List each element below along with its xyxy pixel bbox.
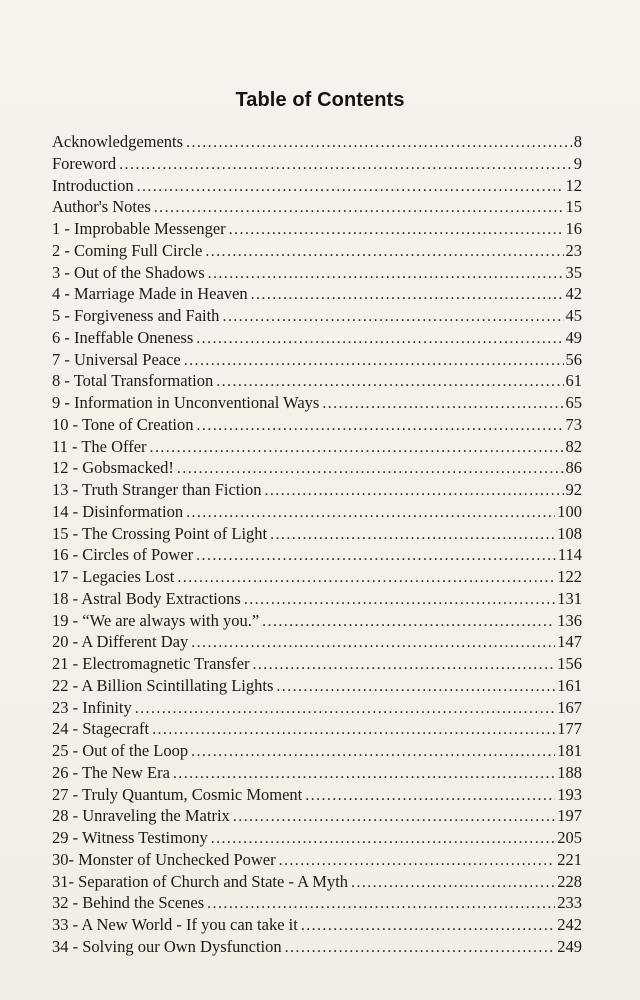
toc-entry-page-number: 167 (557, 697, 582, 717)
toc-entry-title: 15 - The Crossing Point of Light (52, 523, 268, 543)
toc-entry-title: 1 - Improbable Messenger (52, 219, 226, 238)
dot-leader (208, 263, 564, 284)
toc-entry-title: 9 - Information in Unconventional Ways (52, 393, 320, 412)
toc-entry (52, 827, 582, 849)
toc-entry (52, 392, 582, 414)
toc-entry (52, 718, 582, 740)
dot-leader (285, 937, 556, 958)
dot-leader (276, 676, 555, 697)
toc-entry-page-number: 65 (565, 393, 582, 412)
toc-entry (52, 544, 582, 566)
toc-entry-title: 26 - The New Era (52, 762, 170, 782)
toc-entry-page-number: 56 (565, 349, 582, 369)
dot-leader (152, 719, 555, 740)
dot-leader (196, 545, 556, 566)
toc-entry (52, 631, 582, 653)
toc-entry-page-number: 205 (557, 828, 582, 847)
toc-entry-title: 31- Separation of Church and State - A Myth (52, 871, 349, 891)
toc-entry-title: 7 - Universal Peace (52, 349, 181, 369)
toc-entry (52, 588, 582, 610)
toc-entry-title: Introduction (52, 175, 134, 195)
toc-entry-page-number: 114 (557, 545, 582, 565)
dot-leader (150, 437, 564, 458)
toc-entry (52, 501, 582, 523)
toc-entry (52, 849, 582, 871)
toc-entry-page-number: 12 (565, 175, 582, 195)
page-title: Table of Contents (235, 89, 405, 112)
toc-entry-page-number: 161 (557, 675, 582, 695)
dot-leader (177, 567, 555, 588)
dot-leader (207, 893, 555, 914)
dot-leader (233, 806, 555, 827)
toc-entry-page-number: 181 (557, 741, 582, 760)
toc-entry-title: 32 - Behind the Scenes (52, 893, 205, 913)
toc-entry-title: Foreword (52, 153, 117, 173)
toc-entry-title: 8 - Total Transformation (52, 371, 214, 391)
toc-entry-page-number: 242 (557, 915, 582, 934)
toc-entry-page-number: 136 (557, 610, 582, 630)
toc-entry-title: 11 - The Offer (52, 436, 147, 456)
toc-entry (52, 262, 582, 284)
dot-leader (270, 524, 555, 545)
toc-entry (52, 653, 582, 675)
toc-entry-title: 17 - Legacies Lost (52, 567, 175, 586)
dot-leader (251, 284, 564, 305)
toc-entry-page-number: 49 (565, 327, 582, 347)
toc-entry-title: 12 - Gobsmacked! (52, 458, 174, 478)
dot-leader (279, 850, 556, 871)
toc-entry-title: 22 - A Billion Scintillating Lights (52, 675, 274, 695)
toc-entry-page-number: 122 (557, 567, 582, 586)
toc-entry (52, 566, 582, 588)
toc-entry (52, 523, 582, 545)
dot-leader (184, 350, 564, 371)
toc-entry-title: 30- Monster of Unchecked Power (52, 849, 276, 869)
dot-leader (216, 371, 563, 392)
dot-leader (173, 763, 555, 784)
toc-entry-page-number: 16 (565, 219, 582, 238)
toc-entry-title: 14 - Disinformation (52, 501, 184, 521)
toc-entry (52, 805, 582, 827)
toc-entry-title: 34 - Solving our Own Dysfunction (52, 936, 282, 956)
dot-leader (197, 415, 564, 436)
toc-entry (52, 936, 582, 958)
dot-leader (196, 328, 563, 349)
toc-entry-page-number: 221 (557, 849, 582, 869)
toc-entry (52, 436, 582, 458)
toc-entry-page-number: 197 (557, 806, 582, 826)
toc-entry-page-number: 61 (565, 371, 582, 391)
toc-entry-title: 23 - Infinity (52, 697, 132, 717)
toc-entry-title: 3 - Out of the Shadows (52, 262, 205, 282)
toc-entry-page-number: 233 (557, 893, 582, 913)
toc-entry-page-number: 188 (557, 762, 582, 782)
dot-leader (211, 828, 556, 849)
toc-entry-title: 19 - “We are always with you.” (52, 610, 260, 630)
toc-entry-page-number: 73 (565, 414, 582, 434)
dot-leader (252, 654, 555, 675)
dot-leader (301, 915, 555, 936)
toc-entry-page-number: 228 (557, 871, 582, 891)
toc-entry-title: 21 - Electromagnetic Transfer (52, 654, 250, 673)
toc-entry (52, 479, 582, 501)
toc-entry-page-number: 156 (557, 654, 582, 673)
toc-entry-page-number: 15 (565, 197, 582, 217)
toc-entry (52, 892, 582, 914)
toc-entry-title: 5 - Forgiveness and Faith (52, 306, 220, 325)
dot-leader (305, 785, 555, 806)
toc-entry (52, 370, 582, 392)
toc-entry-title: 2 - Coming Full Circle (52, 240, 203, 260)
toc-entry (52, 914, 582, 936)
toc-entry-title: 6 - Ineffable Oneness (52, 327, 194, 347)
toc-entry-title: 28 - Unraveling the Matrix (52, 806, 230, 826)
toc-entry-title: 33 - A New World - If you can take it (52, 915, 298, 934)
toc-entry (52, 697, 582, 719)
toc-entry (52, 327, 582, 349)
dot-leader (191, 741, 555, 762)
dot-leader (191, 632, 555, 653)
toc-entry (52, 675, 582, 697)
toc-entry-title: 27 - Truly Quantum, Cosmic Moment (52, 784, 303, 804)
toc-entry-page-number: 193 (557, 784, 582, 804)
toc-entry-title: 4 - Marriage Made in Heaven (52, 284, 248, 304)
toc-entry (52, 610, 582, 632)
dot-leader (222, 306, 563, 327)
dot-leader (351, 872, 555, 893)
toc-entry-page-number: 108 (557, 523, 582, 543)
dot-leader (154, 197, 564, 218)
toc-entry-page-number: 92 (565, 480, 582, 499)
toc-entry-page-number: 147 (557, 632, 582, 652)
toc-entry (52, 175, 582, 197)
toc-entry-page-number: 42 (565, 284, 582, 304)
toc-entry-title: 18 - Astral Body Extractions (52, 588, 241, 608)
toc-entry (52, 283, 582, 305)
toc-entry (52, 740, 582, 762)
toc-entry-page-number: 9 (573, 153, 582, 173)
toc-entry (52, 414, 582, 436)
toc-entry-page-number: 177 (557, 719, 582, 739)
toc-entry-page-number: 8 (573, 132, 582, 151)
toc-entry-title: 10 - Tone of Creation (52, 414, 194, 434)
toc-entry-page-number: 82 (565, 436, 582, 456)
toc-entry (52, 762, 582, 784)
dot-leader (119, 154, 572, 175)
toc-entry-page-number: 100 (557, 501, 582, 521)
table-of-contents-list (52, 131, 582, 958)
dot-leader (262, 611, 555, 632)
toc-entry-title: Acknowledgements (52, 132, 184, 151)
toc-entry-page-number: 45 (565, 306, 582, 325)
toc-entry (52, 871, 582, 893)
toc-entry (52, 131, 582, 153)
toc-entry-title: 24 - Stagecraft (52, 719, 150, 739)
dot-leader (322, 393, 563, 414)
toc-entry-page-number: 23 (565, 240, 582, 260)
toc-entry-title: 29 - Witness Testimony (52, 828, 208, 847)
toc-entry (52, 349, 582, 371)
toc-entry-title: 13 - Truth Stranger than Fiction (52, 480, 262, 499)
toc-entry-title: 25 - Out of the Loop (52, 741, 189, 760)
toc-entry (52, 305, 582, 327)
toc-entry-page-number: 35 (565, 262, 582, 282)
dot-leader (205, 241, 563, 262)
toc-entry-title: 16 - Circles of Power (52, 545, 194, 565)
toc-entry-title: 20 - A Different Day (52, 632, 189, 652)
dot-leader (264, 480, 563, 501)
dot-leader (177, 458, 564, 479)
toc-entry (52, 153, 582, 175)
dot-leader (244, 589, 555, 610)
toc-entry (52, 457, 582, 479)
toc-entry (52, 218, 582, 240)
dot-leader (186, 132, 572, 153)
toc-entry (52, 784, 582, 806)
toc-entry-title: Author's Notes (52, 197, 151, 217)
dot-leader (137, 176, 564, 197)
toc-entry-page-number: 86 (565, 458, 582, 478)
toc-entry-page-number: 131 (557, 588, 582, 608)
dot-leader (229, 219, 564, 240)
toc-entry (52, 196, 582, 218)
dot-leader (135, 698, 556, 719)
toc-entry-page-number: 249 (557, 936, 582, 956)
toc-entry (52, 240, 582, 262)
dot-leader (186, 502, 555, 523)
